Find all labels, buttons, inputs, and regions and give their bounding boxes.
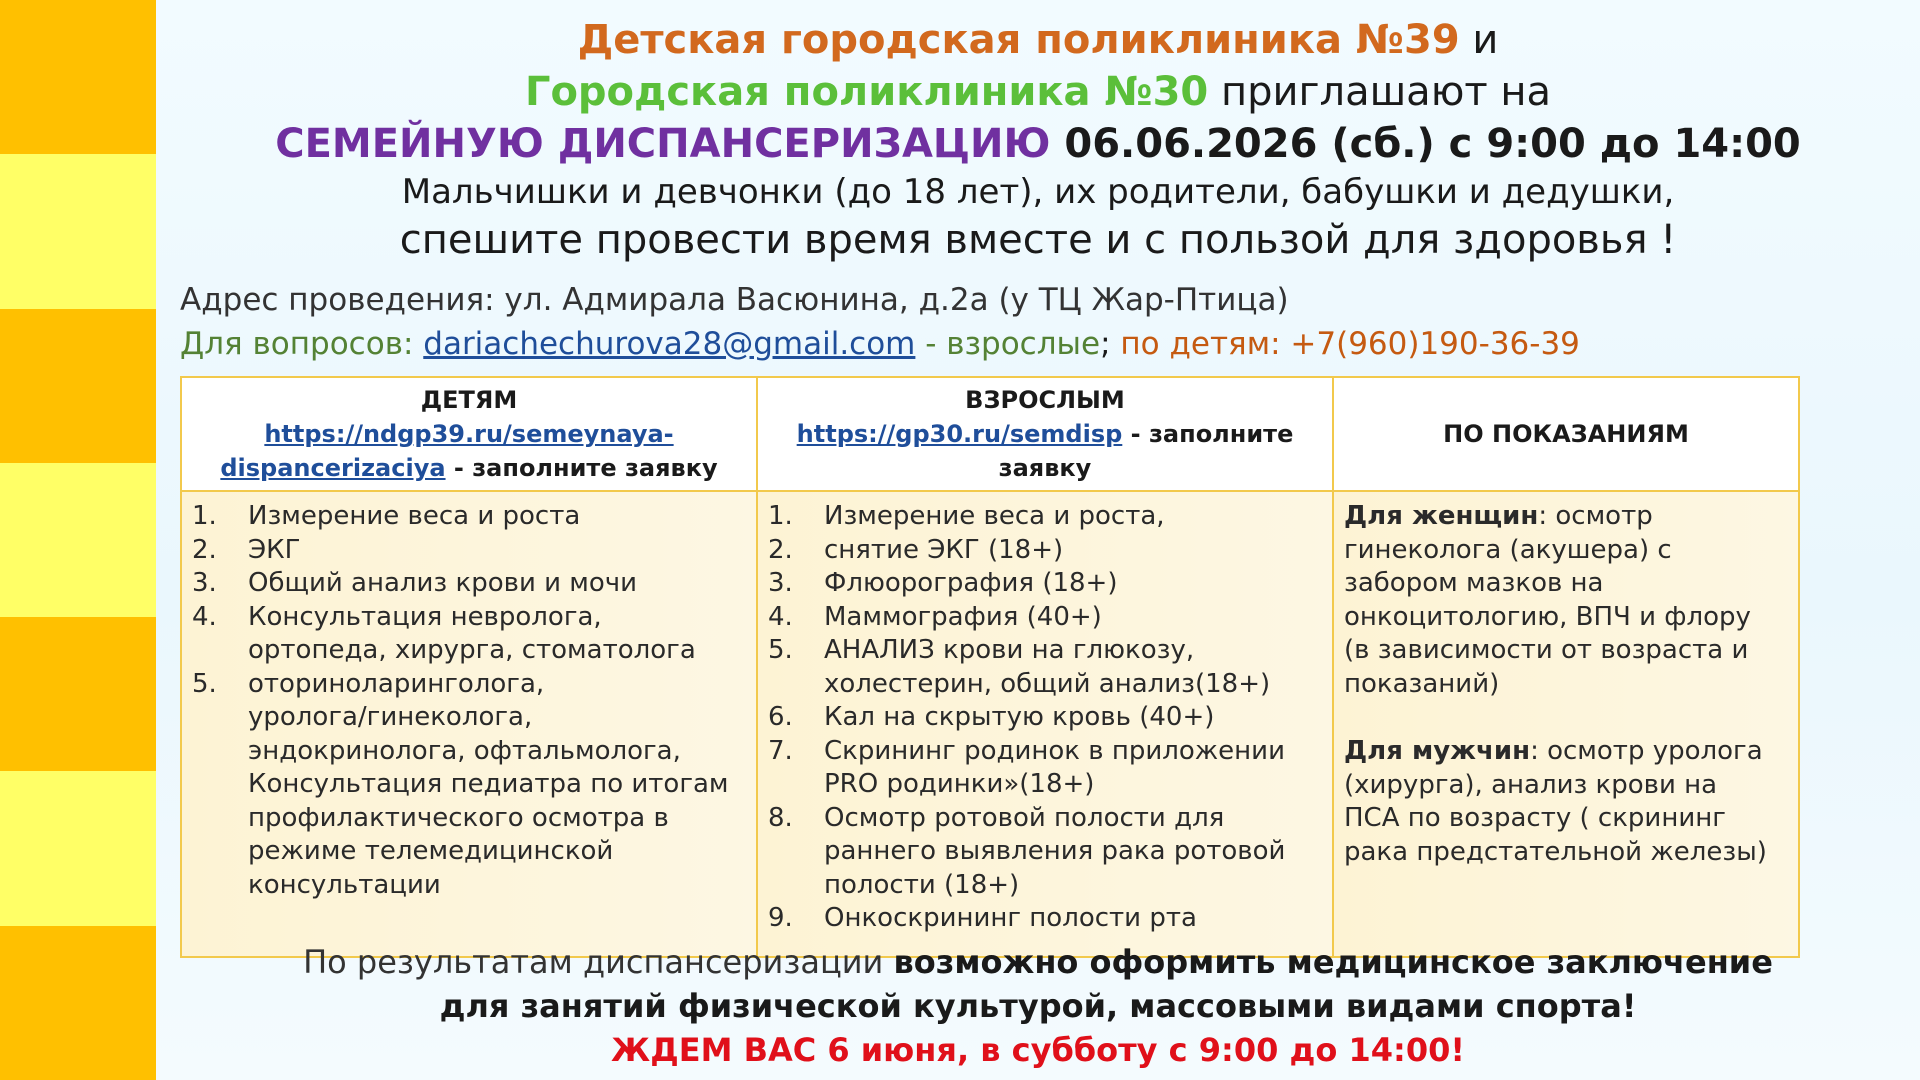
list-item [768, 701, 1322, 735]
contacts-line [180, 326, 1580, 362]
list-item-line: Кал на скрытую кровь (40+) [824, 702, 1215, 732]
adults-fill-request-note-cont: заявку [998, 454, 1092, 482]
list-item [768, 567, 1322, 601]
list-item-text [248, 500, 746, 534]
list-item-line: Консультация педиатра по итогам [248, 769, 729, 799]
list-item [768, 735, 1322, 802]
list-item-text [824, 567, 1322, 601]
list-item-text [824, 735, 1322, 802]
men-text-line: (хирурга), анализ крови на [1344, 769, 1718, 800]
list-item-line: раннего выявления рака ротовой [824, 836, 1286, 866]
list-item-number: 6. [768, 702, 793, 732]
header-invite: приглашают на [1208, 69, 1552, 115]
list-item-text [248, 668, 746, 903]
kids-fill-request-note: - заполните заявку [445, 454, 718, 482]
call-to-action-line: спешите провести время вместе и с пользой для здоровья ! [399, 217, 1677, 263]
list-item-line: профилактического осмотра в [248, 802, 669, 833]
list-item [768, 634, 1322, 701]
men-services [1344, 735, 1788, 869]
kids-registration-link-cont[interactable]: dispancerizaciya [220, 454, 446, 482]
list-item [768, 601, 1322, 635]
list-item-text [824, 634, 1322, 701]
list-item-line: уролога/гинеколога, [248, 702, 533, 732]
list-item-number: 2. [192, 534, 217, 565]
list-item-number: 9. [768, 903, 793, 933]
contacts-separator: ; [1100, 326, 1121, 362]
footer [156, 940, 1920, 1072]
footer-intro: По результатам диспансеризации [303, 943, 894, 981]
list-item-line: оториноларинголога, [248, 668, 545, 699]
kids-phone: +7(960)190-36-39 [1290, 326, 1580, 362]
indications-cell [1333, 491, 1799, 957]
women-text-line: : осмотр [1538, 501, 1653, 531]
table-header-row [181, 377, 1799, 491]
adults-column-header [757, 377, 1333, 491]
kids-column-header [181, 377, 757, 491]
women-text-line: показаний) [1344, 668, 1500, 699]
list-item-text [248, 601, 746, 668]
list-item-number: 3. [768, 568, 793, 598]
list-item [192, 500, 746, 534]
list-item [192, 567, 746, 601]
list-item [192, 601, 746, 668]
list-item-line: Общий анализ крови и мочи [248, 568, 638, 598]
event-date: 06.06.2026 (сб.) с 9:00 до 14:00 [1050, 121, 1801, 167]
women-text-line: забором мазков на [1344, 568, 1604, 598]
list-item-text [248, 567, 746, 601]
list-item-text [824, 500, 1322, 534]
list-item-text [824, 902, 1322, 936]
list-item-text [824, 534, 1322, 568]
list-item-line: Скрининг родинок в приложении [824, 735, 1285, 766]
list-item-line: Консультация невролога, [248, 601, 602, 632]
women-text-line: (в зависимости от возраста и [1344, 635, 1749, 665]
men-label: Для мужчин [1344, 736, 1531, 766]
list-item-number: 8. [768, 802, 793, 833]
stripe [0, 0, 156, 154]
list-item-number: 1. [192, 501, 217, 531]
women-text-line: онкоцитологию, ВПЧ и флору [1344, 601, 1751, 632]
list-item [192, 668, 746, 903]
women-text-line: гинеколога (акушера) с [1344, 534, 1672, 565]
list-item-number: 5. [768, 635, 793, 665]
list-item [768, 902, 1322, 936]
kids-services-list [192, 500, 746, 902]
list-item-line: Осмотр ротовой полости для [824, 802, 1225, 833]
header [156, 0, 1920, 266]
services-table [180, 376, 1800, 958]
adult-clinic-name: Городская поликлиника №30 [524, 69, 1209, 115]
men-text-line: ПСА по возрасту ( скрининг [1344, 803, 1726, 833]
stripe [0, 463, 156, 617]
adult-services-list [768, 500, 1322, 936]
list-item-number: 3. [192, 568, 217, 598]
header-line-3 [156, 118, 1920, 170]
list-item-text [248, 534, 746, 568]
list-item-text [824, 802, 1322, 903]
footer-line-2: для занятий физической культурой, массовыми видами спорта! [439, 987, 1637, 1025]
kids-clinic-name: Детская городская поликлиника №39 [577, 17, 1460, 63]
list-item [192, 534, 746, 568]
indications-column-header: ПО ПОКАЗАНИЯМ [1333, 377, 1799, 491]
contact-email-link[interactable]: dariachechurova28@gmail.com [423, 326, 916, 362]
list-item-number: 5. [192, 668, 217, 699]
header-conjunction: и [1459, 17, 1499, 63]
list-item [768, 802, 1322, 903]
women-label: Для женщин [1344, 501, 1539, 531]
adult-services-cell [757, 491, 1333, 957]
audience-line: Мальчишки и девчонки (до 18 лет), их родители, бабушки и дедушки, [401, 172, 1675, 212]
header-line-2 [156, 66, 1920, 118]
stripe [0, 309, 156, 463]
list-item-line: снятие ЭКГ (18+) [824, 534, 1064, 565]
men-text-line: рака предстательной железы) [1344, 836, 1767, 867]
list-item-number: 4. [192, 601, 217, 632]
list-item-line: Онкоскрининг полости рта [824, 903, 1197, 933]
list-item-line: режиме телемедицинской [248, 836, 614, 866]
men-text-line: : осмотр уролога [1530, 736, 1763, 766]
list-item-line: ортопеда, хирурга, стоматолога [248, 635, 696, 665]
adults-note: - взрослые [915, 326, 1101, 362]
list-item-line: полости (18+) [824, 869, 1020, 900]
list-item-line: Измерение веса и роста [248, 501, 581, 531]
decorative-stripes [0, 0, 156, 1080]
kids-contact-label: по детям: [1120, 326, 1291, 362]
kids-column-title: ДЕТЯМ [420, 386, 518, 414]
footer-invitation: ЖДЕМ ВАС 6 июня, в субботу с 9:00 до 14:00! [611, 1031, 1465, 1069]
list-item-line: холестерин, общий анализ(18+) [824, 668, 1271, 699]
slide-content [156, 0, 1920, 1080]
stripe [0, 926, 156, 1080]
list-item-line: Измерение веса и роста, [824, 501, 1165, 531]
adults-registration-link[interactable]: https://gp30.ru/semdisp [796, 420, 1123, 448]
list-item-line: АНАЛИЗ крови на глюкозу, [824, 635, 1195, 665]
footer-line-1 [156, 940, 1920, 984]
list-item-line: ЭКГ [248, 534, 301, 565]
list-item-number: 2. [768, 534, 793, 565]
stripe [0, 154, 156, 308]
kids-services-cell [181, 491, 757, 957]
list-item-line: PRO родинки»(18+) [824, 769, 1095, 799]
list-item-number: 1. [768, 501, 793, 531]
list-item-text [824, 601, 1322, 635]
list-item-line: эндокринолога, офтальмолога, [248, 735, 681, 766]
adults-column-title: ВЗРОСЛЫМ [965, 386, 1125, 414]
event-title: СЕМЕЙНУЮ ДИСПАНСЕРИЗАЦИЮ [275, 121, 1051, 167]
event-address: Адрес проведения: ул. Адмирала Васюнина, д.2а (у ТЦ Жар-Птица) [180, 282, 1289, 318]
list-item-number: 4. [768, 601, 793, 632]
table-body-row [181, 491, 1799, 957]
list-item-line: Флюорография (18+) [824, 568, 1118, 598]
women-services [1344, 500, 1788, 701]
list-item-number: 7. [768, 735, 793, 766]
list-item [768, 500, 1322, 534]
kids-registration-link[interactable]: https://ndgp39.ru/semeynaya- [264, 420, 674, 448]
list-item [768, 534, 1322, 568]
stripe [0, 771, 156, 925]
footer-certificate-note: возможно оформить медицинское заключение [893, 943, 1773, 981]
list-item-line: консультации [248, 869, 441, 900]
contacts-label: Для вопросов: [180, 326, 424, 362]
list-item-text [824, 701, 1322, 735]
header-line-1 [156, 14, 1920, 66]
list-item-line: Маммография (40+) [824, 601, 1102, 632]
stripe [0, 617, 156, 771]
adults-fill-request-note: - заполните [1122, 420, 1294, 448]
